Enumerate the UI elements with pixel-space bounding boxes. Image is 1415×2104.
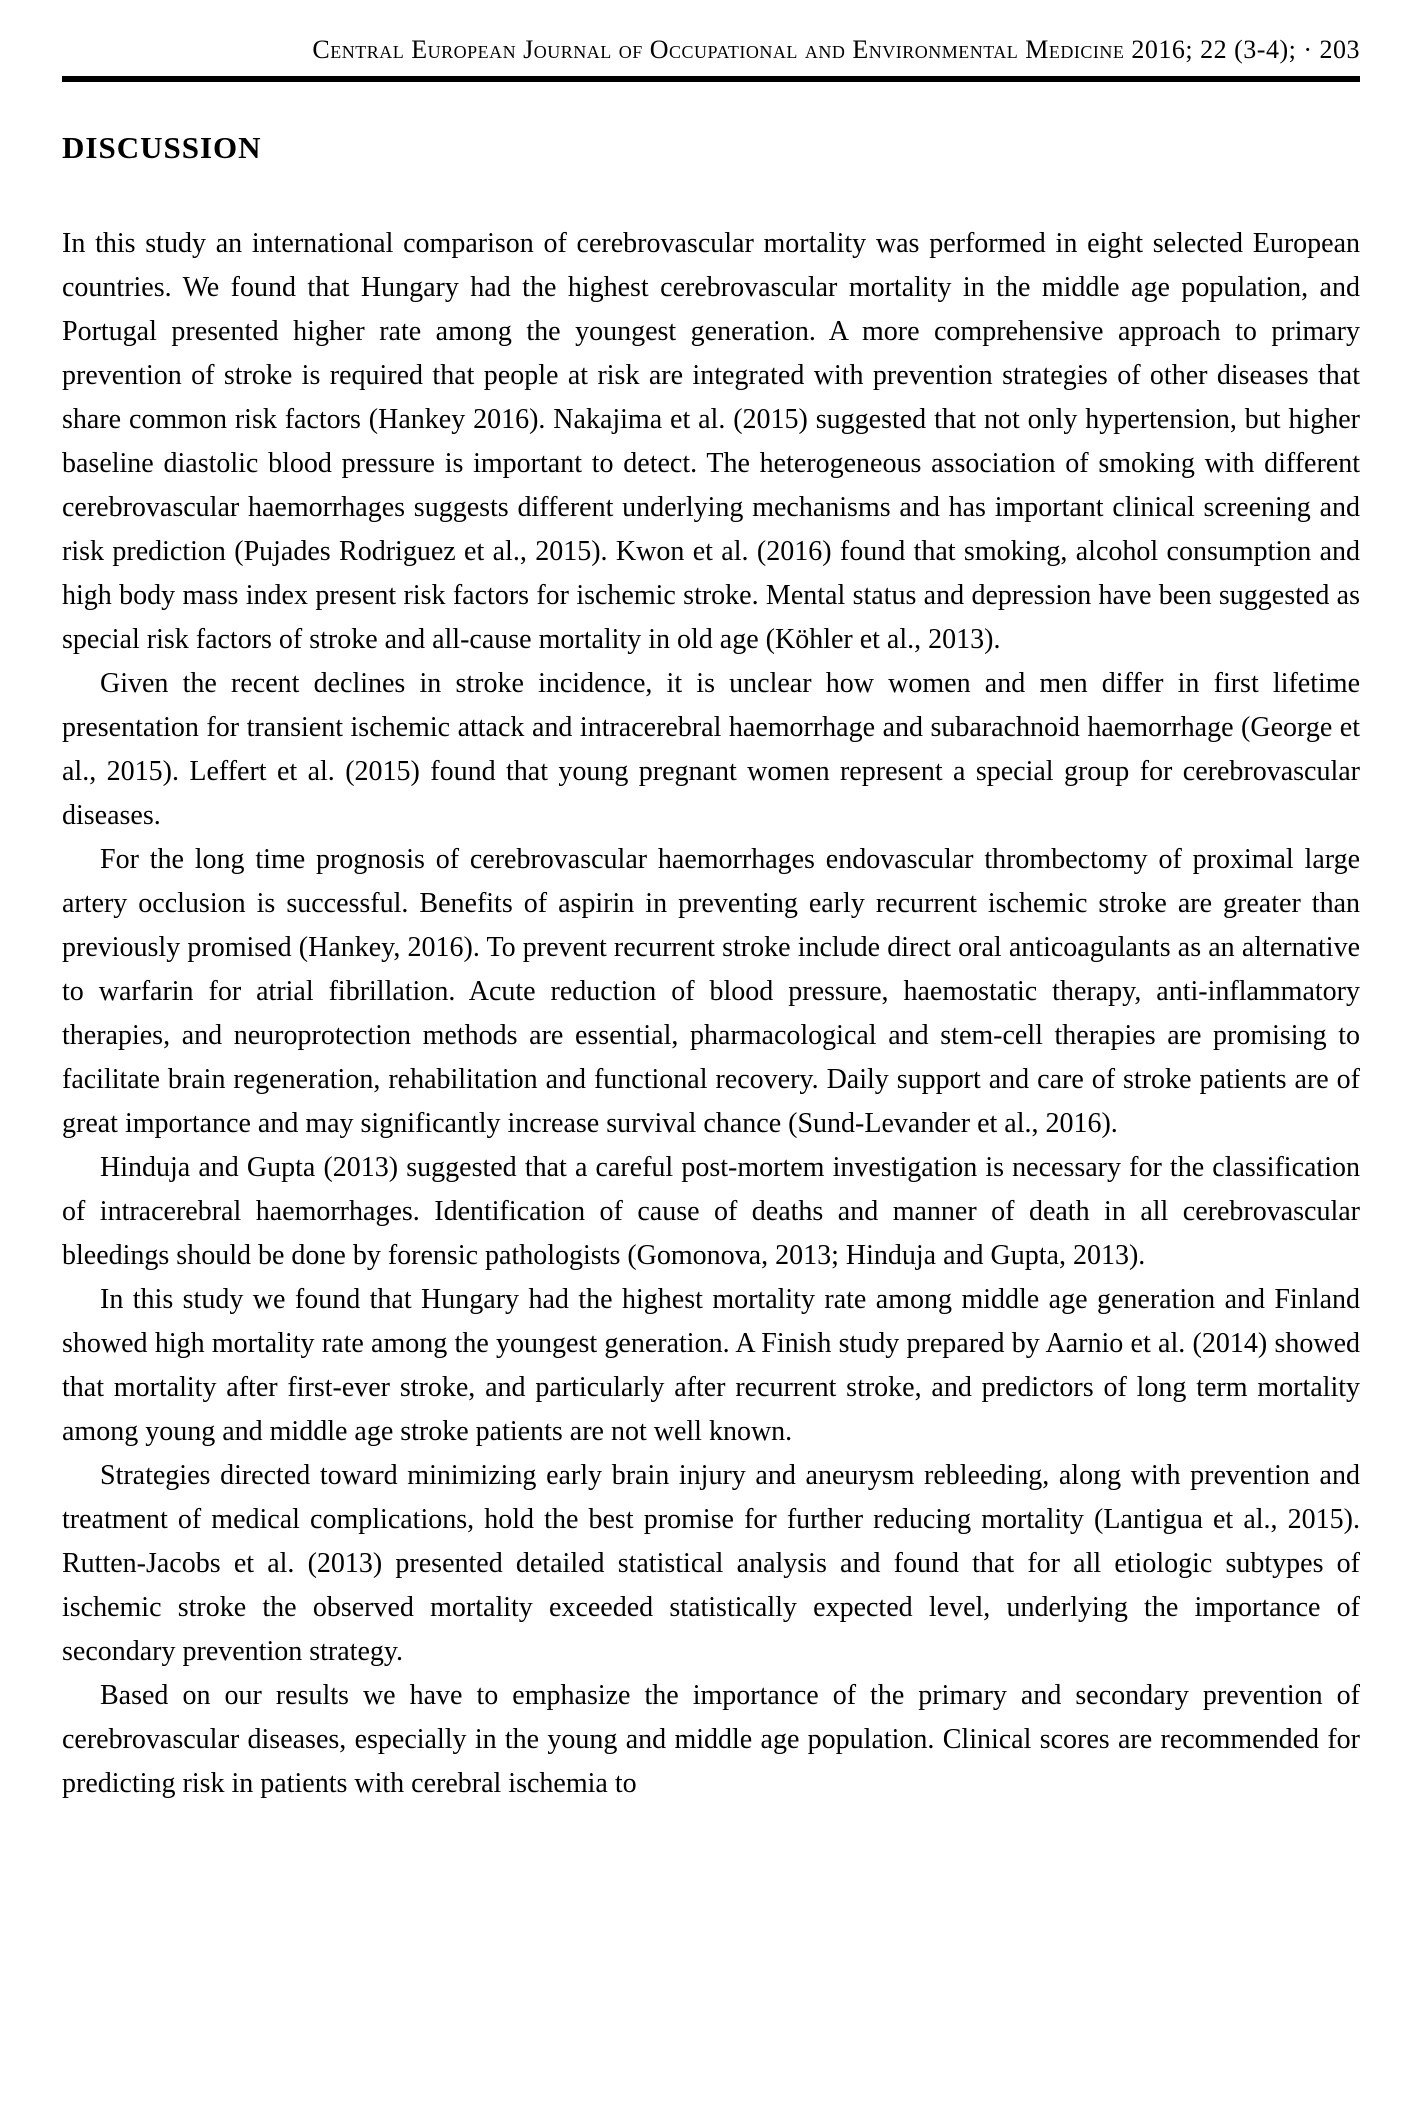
paragraph-2: Given the recent declines in stroke incidence, it is unclear how women and men differ in first lifetime presentation for transient ischemic attack and intracerebral haemorrhage and subarachnoid haemorrhage (George et al., 2015). Leffert et al. (2015) found that young pregnant women represent a special group for cerebrovascular diseases. bbox=[62, 667, 1360, 831]
paragraph-6: Strategies directed toward minimizing early brain injury and aneurysm rebleeding, along with prevention and treatment of medical complications, hold the best promise for further reducing mortality (Lantigua et al., 2015). Rutten-Jacobs et al. (2013) presented detailed statistical analysis and found that for all etiologic subtypes of ischemic stroke the observed mortality exceeded statistically expected level, underlying the importance of secondary prevention strategy. bbox=[62, 1459, 1360, 1667]
paragraph-7: Based on our results we have to emphasize the importance of the primary and secondary prevention of cerebrovascular diseases, especially in the young and middle age population. Clinical scores are recommended for predicting risk in patients with cerebral ischemia to bbox=[62, 1679, 1360, 1799]
paragraph-3: For the long time prognosis of cerebrovascular haemorrhages endovascular thrombectomy of proximal large artery occlusion is successful. Benefits of aspirin in preventing early recurrent ischemic stroke are greater than previously promised (Hankey, 2016). To prevent recurrent stroke include direct oral anticoagulants as an alternative to warfarin for atrial fibrillation. Acute reduction of blood pressure, haemostatic therapy, anti-inflammatory therapies, and neuroprotection methods are essential, pharmacological and stem-cell therapies are promising to facilitate brain regeneration, rehabilitation and functional recovery. Daily support and care of stroke patients are of great importance and may significantly increase survival chance (Sund-Levander et al., 2016). bbox=[62, 843, 1360, 1139]
paragraph-5: In this study we found that Hungary had the highest mortality rate among middle age generation and Finland showed high mortality rate among the youngest generation. A Finish study prepared by Aarnio et al. (2014) showed that mortality after first-ever stroke, and particularly after recurrent stroke, and predictors of long term mortality among young and middle age stroke patients are not well known. bbox=[62, 1283, 1360, 1447]
section-heading: DISCUSSION bbox=[62, 129, 262, 165]
running-head: Central European Journal of Occupational and Environmental Medicine 2016; 22 (3-4); · 203 bbox=[312, 35, 1360, 64]
paragraph-1: In this study an international comparison of cerebrovascular mortality was performed in eight selected European countries. We found that Hungary had the highest cerebrovascular mortality in the middle age population, and Portugal presented higher rate among the youngest generation. A more comprehensive approach to primary prevention of stroke is required that people at risk are integrated with prevention strategies of other diseases that share common risk factors (Hankey 2016). Nakajima et al. (2015) suggested that not only hypertension, but higher baseline diastolic blood pressure is important to detect. The heterogeneous association of smoking with different cerebrovascular haemorrhages suggests different underlying mechanisms and has important clinical screening and risk prediction (Pujades Rodriguez et al., 2015). Kwon et al. (2016) found that smoking, alcohol consumption and high body mass index present risk factors for ischemic stroke. Mental status and depression have been suggested as special risk factors of stroke and all-cause mortality in old age (Köhler et al., 2013). bbox=[62, 227, 1360, 655]
article-body bbox=[62, 222, 1360, 1806]
paragraph-4: Hinduja and Gupta (2013) suggested that a careful post-mortem investigation is necessary for the classification of intracerebral haemorrhages. Identification of cause of deaths and manner of death in all cerebrovascular bleedings should be done by forensic pathologists (Gomonova, 2013; Hinduja and Gupta, 2013). bbox=[62, 1151, 1360, 1271]
header-rule bbox=[62, 76, 1360, 82]
page-header bbox=[62, 34, 1360, 82]
